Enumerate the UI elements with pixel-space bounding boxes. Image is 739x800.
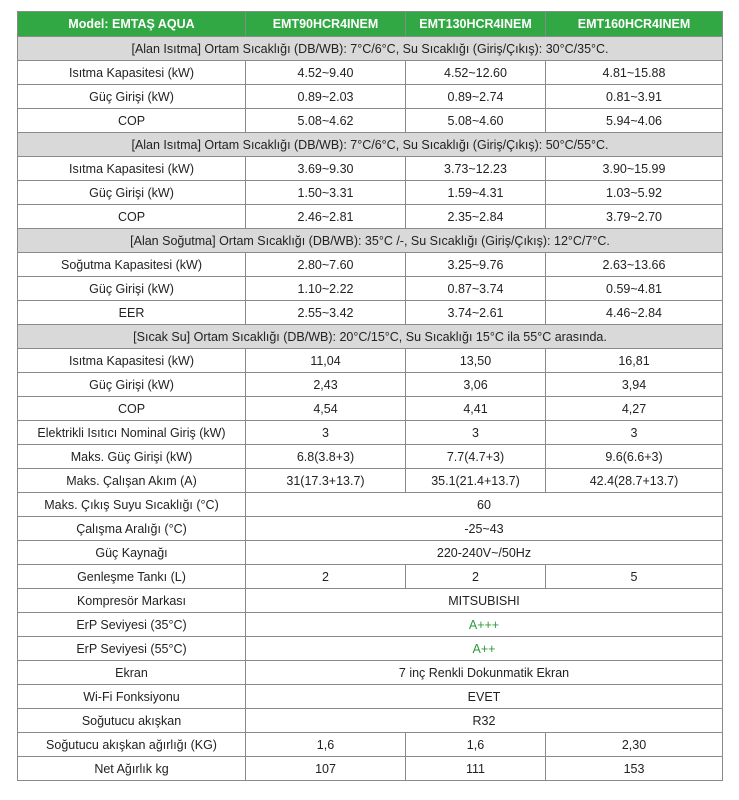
section-row xyxy=(18,325,723,349)
cell-value: 1,6 xyxy=(246,733,406,757)
row-label: EER xyxy=(18,301,246,325)
section-row xyxy=(18,133,723,157)
cell-value-span: MITSUBISHI xyxy=(246,589,723,613)
cell-value: 3.74~2.61 xyxy=(406,301,546,325)
cell-value-span: A+++ xyxy=(246,613,723,637)
spec-row xyxy=(18,685,723,709)
spec-row xyxy=(18,181,723,205)
cell-value: 31(17.3+13.7) xyxy=(246,469,406,493)
cell-value: 11,04 xyxy=(246,349,406,373)
row-label: Maks. Çalışan Akım (A) xyxy=(18,469,246,493)
cell-value: 0.81~3.91 xyxy=(546,85,723,109)
cell-value: 3.79~2.70 xyxy=(546,205,723,229)
cell-value: 2.55~3.42 xyxy=(246,301,406,325)
row-label: Genleşme Tankı (L) xyxy=(18,565,246,589)
spec-row xyxy=(18,493,723,517)
row-label: Kompresör Markası xyxy=(18,589,246,613)
row-label: Maks. Çıkış Suyu Sıcaklığı (°C) xyxy=(18,493,246,517)
row-label: COP xyxy=(18,397,246,421)
cell-value-span: 220-240V~/50Hz xyxy=(246,541,723,565)
cell-value-span: 7 inç Renkli Dokunmatik Ekran xyxy=(246,661,723,685)
cell-value: 2,43 xyxy=(246,373,406,397)
spec-row xyxy=(18,61,723,85)
cell-value-span: -25~43 xyxy=(246,517,723,541)
row-label: ErP Seviyesi (55°C) xyxy=(18,637,246,661)
cell-value: 1.59~4.31 xyxy=(406,181,546,205)
header-emt90: EMT90HCR4INEM xyxy=(246,12,406,37)
spec-table xyxy=(17,11,723,781)
section-row xyxy=(18,37,723,61)
cell-value: 2,30 xyxy=(546,733,723,757)
header-emt130: EMT130HCR4INEM xyxy=(406,12,546,37)
spec-row xyxy=(18,205,723,229)
cell-value: 13,50 xyxy=(406,349,546,373)
header-model: Model: EMTAŞ AQUA xyxy=(18,12,246,37)
cell-value: 111 xyxy=(406,757,546,781)
cell-value: 6.8(3.8+3) xyxy=(246,445,406,469)
spec-row xyxy=(18,421,723,445)
cell-value: 4.81~15.88 xyxy=(546,61,723,85)
row-label: Çalışma Aralığı (°C) xyxy=(18,517,246,541)
cell-value-span: EVET xyxy=(246,685,723,709)
row-label: Isıtma Kapasitesi (kW) xyxy=(18,349,246,373)
cell-value: 5.08~4.62 xyxy=(246,109,406,133)
cell-value: 35.1(21.4+13.7) xyxy=(406,469,546,493)
section-title: [Alan Isıtma] Ortam Sıcaklığı (DB/WB): 7°C/6°C, Su Sıcaklığı (Giriş/Çıkış): 30°C/35°C. xyxy=(18,37,723,61)
cell-value: 5.94~4.06 xyxy=(546,109,723,133)
row-label: Soğutucu akışkan ağırlığı (KG) xyxy=(18,733,246,757)
row-label: COP xyxy=(18,109,246,133)
spec-row xyxy=(18,565,723,589)
row-label: Net Ağırlık kg xyxy=(18,757,246,781)
cell-value: 4.52~12.60 xyxy=(406,61,546,85)
section-title: [Alan Soğutma] Ortam Sıcaklığı (DB/WB): 35°C /-, Su Sıcaklığı (Giriş/Çıkış): 12°C/7°C. xyxy=(18,229,723,253)
row-label: Soğutucu akışkan xyxy=(18,709,246,733)
cell-value: 2 xyxy=(246,565,406,589)
spec-table-body xyxy=(18,37,723,781)
spec-row xyxy=(18,613,723,637)
spec-row xyxy=(18,541,723,565)
cell-value: 3 xyxy=(246,421,406,445)
cell-value: 42.4(28.7+13.7) xyxy=(546,469,723,493)
cell-value: 4,27 xyxy=(546,397,723,421)
cell-value: 5 xyxy=(546,565,723,589)
cell-value: 4,54 xyxy=(246,397,406,421)
spec-row xyxy=(18,709,723,733)
cell-value: 3,94 xyxy=(546,373,723,397)
spec-row xyxy=(18,469,723,493)
cell-value: 0.59~4.81 xyxy=(546,277,723,301)
cell-value: 0.87~3.74 xyxy=(406,277,546,301)
cell-value: 107 xyxy=(246,757,406,781)
cell-value: 2 xyxy=(406,565,546,589)
row-label: Güç Girişi (kW) xyxy=(18,181,246,205)
cell-value: 2.46~2.81 xyxy=(246,205,406,229)
row-label: Ekran xyxy=(18,661,246,685)
cell-value: 4,41 xyxy=(406,397,546,421)
cell-value: 153 xyxy=(546,757,723,781)
cell-value-span: 60 xyxy=(246,493,723,517)
cell-value: 0.89~2.03 xyxy=(246,85,406,109)
cell-value: 2.80~7.60 xyxy=(246,253,406,277)
spec-row xyxy=(18,349,723,373)
spec-row xyxy=(18,517,723,541)
row-label: Güç Girişi (kW) xyxy=(18,85,246,109)
spec-row xyxy=(18,373,723,397)
row-label: COP xyxy=(18,205,246,229)
cell-value: 3 xyxy=(406,421,546,445)
cell-value-span: R32 xyxy=(246,709,723,733)
cell-value-span: A++ xyxy=(246,637,723,661)
spec-row xyxy=(18,301,723,325)
cell-value: 1.50~3.31 xyxy=(246,181,406,205)
spec-row xyxy=(18,85,723,109)
spec-row xyxy=(18,109,723,133)
cell-value: 2.63~13.66 xyxy=(546,253,723,277)
row-label: Güç Girişi (kW) xyxy=(18,277,246,301)
cell-value: 0.89~2.74 xyxy=(406,85,546,109)
section-title: [Alan Isıtma] Ortam Sıcaklığı (DB/WB): 7°C/6°C, Su Sıcaklığı (Giriş/Çıkış): 50°C/55°C. xyxy=(18,133,723,157)
header-row xyxy=(18,12,723,37)
spec-row xyxy=(18,637,723,661)
spec-row xyxy=(18,397,723,421)
cell-value: 5.08~4.60 xyxy=(406,109,546,133)
spec-row xyxy=(18,277,723,301)
row-label: Güç Kaynağı xyxy=(18,541,246,565)
section-row xyxy=(18,229,723,253)
spec-row xyxy=(18,445,723,469)
cell-value: 3,06 xyxy=(406,373,546,397)
spec-row xyxy=(18,589,723,613)
cell-value: 3.25~9.76 xyxy=(406,253,546,277)
section-title: [Sıcak Su] Ortam Sıcaklığı (DB/WB): 20°C/15°C, Su Sıcaklığı 15°C ila 55°C arasında. xyxy=(18,325,723,349)
spec-row xyxy=(18,733,723,757)
cell-value: 9.6(6.6+3) xyxy=(546,445,723,469)
row-label: ErP Seviyesi (35°C) xyxy=(18,613,246,637)
row-label: Elektrikli Isıtıcı Nominal Giriş (kW) xyxy=(18,421,246,445)
cell-value: 7.7(4.7+3) xyxy=(406,445,546,469)
row-label: Maks. Güç Girişi (kW) xyxy=(18,445,246,469)
row-label: Isıtma Kapasitesi (kW) xyxy=(18,157,246,181)
row-label: Güç Girişi (kW) xyxy=(18,373,246,397)
spec-row xyxy=(18,661,723,685)
spec-table-container xyxy=(17,11,722,781)
header-emt160: EMT160HCR4INEM xyxy=(546,12,723,37)
cell-value: 2.35~2.84 xyxy=(406,205,546,229)
spec-row xyxy=(18,157,723,181)
cell-value: 3 xyxy=(546,421,723,445)
cell-value: 4.46~2.84 xyxy=(546,301,723,325)
row-label: Wi-Fi Fonksiyonu xyxy=(18,685,246,709)
row-label: Isıtma Kapasitesi (kW) xyxy=(18,61,246,85)
spec-row xyxy=(18,253,723,277)
cell-value: 3.90~15.99 xyxy=(546,157,723,181)
cell-value: 3.73~12.23 xyxy=(406,157,546,181)
cell-value: 1.03~5.92 xyxy=(546,181,723,205)
cell-value: 4.52~9.40 xyxy=(246,61,406,85)
cell-value: 3.69~9.30 xyxy=(246,157,406,181)
cell-value: 1.10~2.22 xyxy=(246,277,406,301)
cell-value: 1,6 xyxy=(406,733,546,757)
spec-row xyxy=(18,757,723,781)
row-label: Soğutma Kapasitesi (kW) xyxy=(18,253,246,277)
cell-value: 16,81 xyxy=(546,349,723,373)
